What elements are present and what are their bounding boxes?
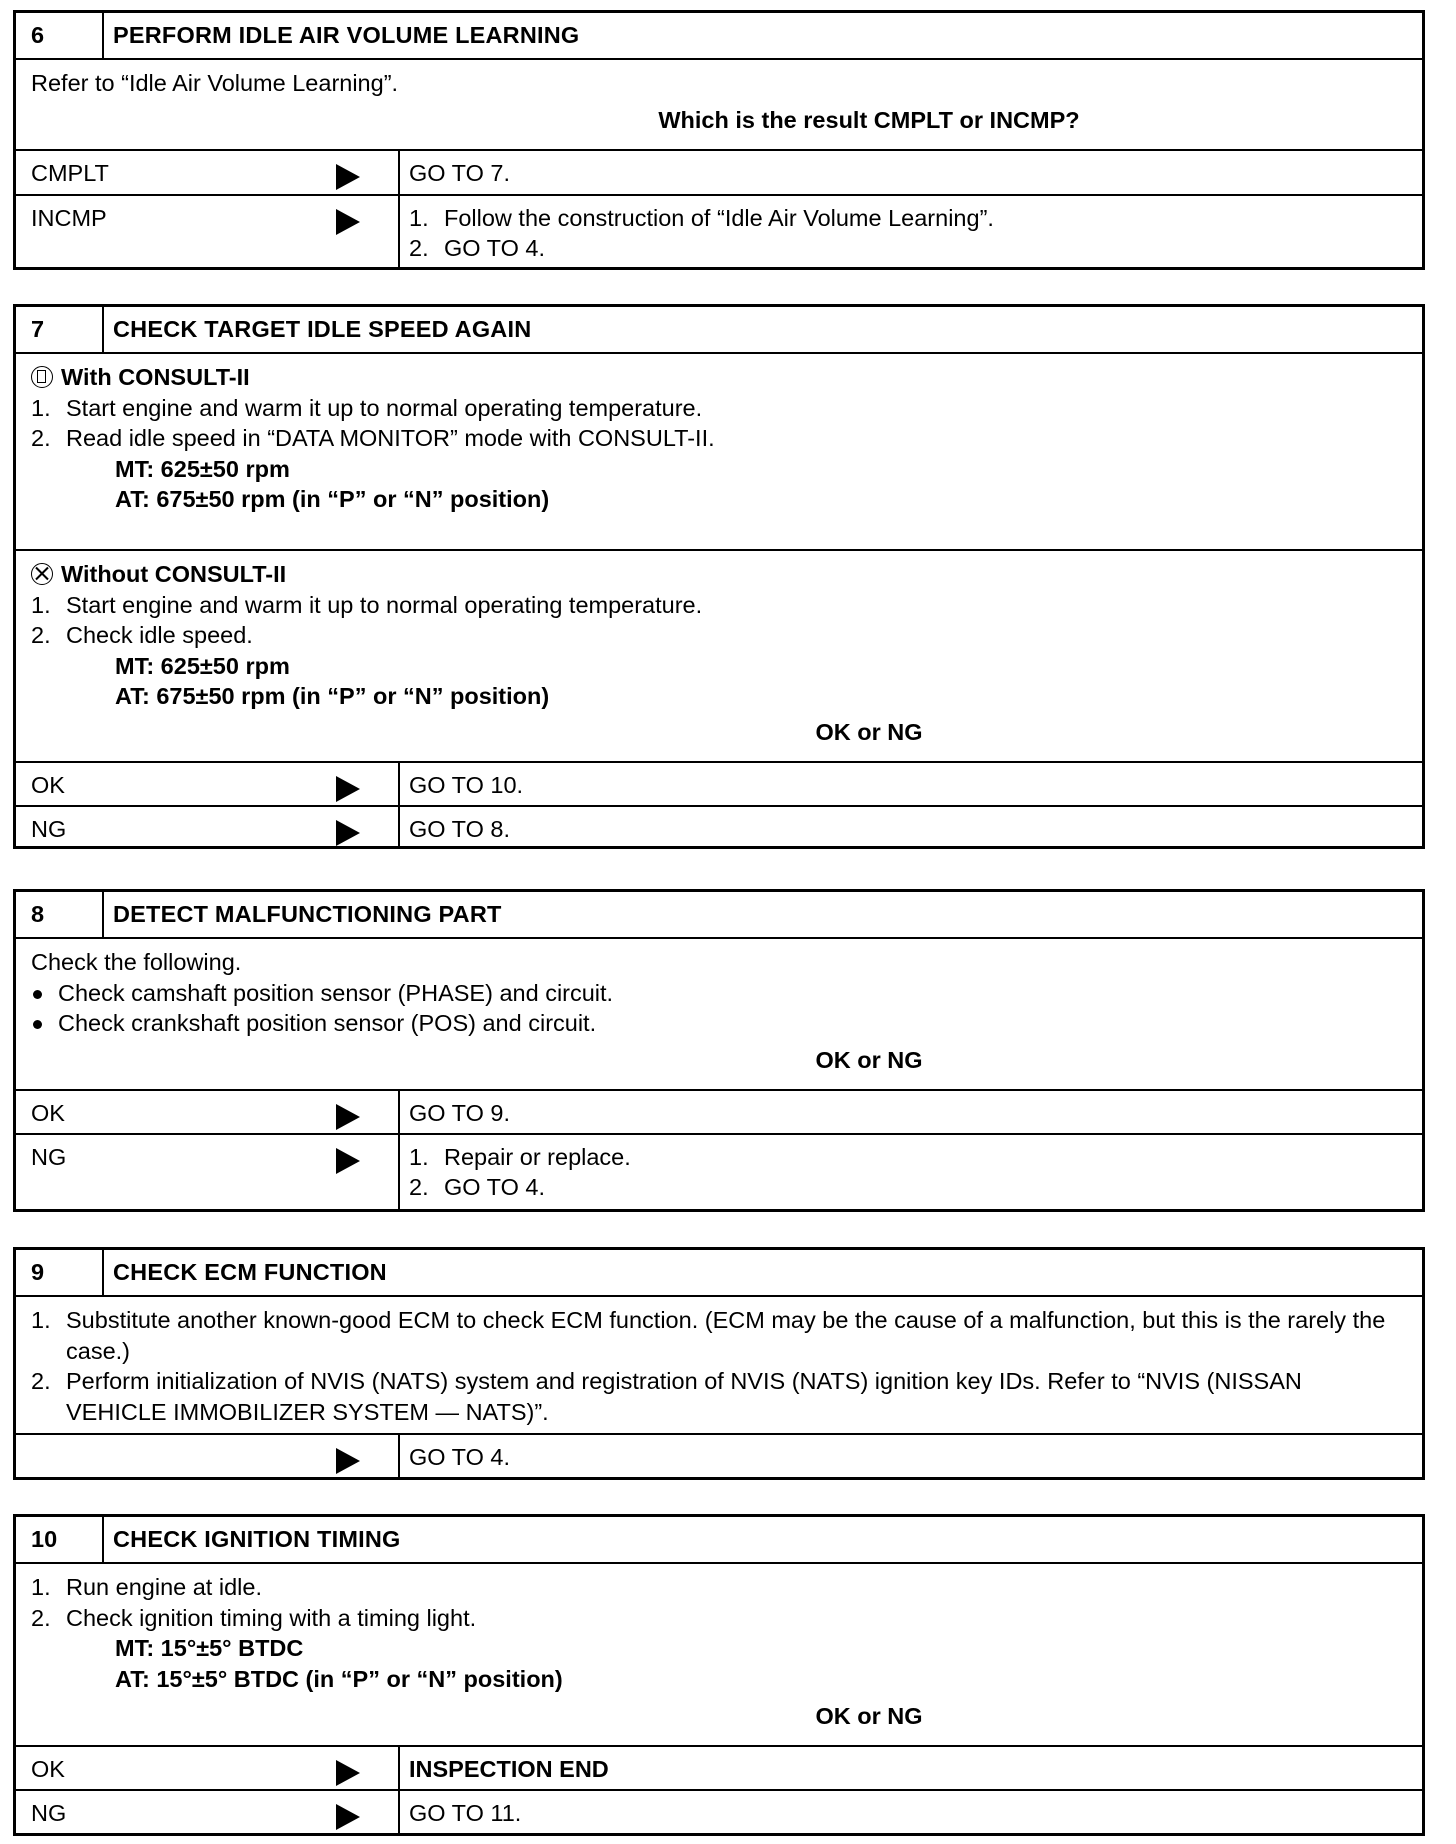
list-number: 1. <box>31 591 51 618</box>
action-line-2 <box>409 1174 1422 1204</box>
right-triangle-arrow-icon <box>336 776 360 802</box>
result-label-text: OK <box>31 1756 65 1782</box>
right-triangle-arrow-icon <box>336 1148 360 1174</box>
step-title: CHECK ECM FUNCTION <box>113 1259 387 1285</box>
list-number: 1. <box>31 1574 51 1600</box>
heading-text: Without CONSULT-II <box>61 561 287 587</box>
result-action <box>400 196 1422 270</box>
step-title: CHECK IGNITION TIMING <box>113 1526 401 1552</box>
step-body <box>16 939 1422 1091</box>
procedure-text: Check ignition timing with a timing light. <box>66 1604 477 1631</box>
result-label <box>16 807 400 849</box>
result-question: OK or NG <box>815 1703 923 1729</box>
step-number: 8 <box>16 892 104 937</box>
result-label <box>16 1747 400 1789</box>
spec-mt: MT: 15°±5° BTDC <box>115 1635 304 1661</box>
without-consult-section <box>16 551 1422 763</box>
result-action[interactable]: GO TO 7. <box>409 160 510 186</box>
list-number: 2. <box>31 1368 51 1394</box>
list-number: 1. <box>409 205 429 231</box>
right-triangle-arrow-icon <box>336 1804 360 1830</box>
result-label <box>16 1091 400 1133</box>
result-label <box>16 763 400 805</box>
list-number: 2. <box>409 235 429 261</box>
step-header <box>16 307 1422 354</box>
step-6 <box>13 10 1425 270</box>
right-triangle-arrow-icon <box>336 820 360 846</box>
result-row-ok <box>16 1747 1422 1791</box>
result-label <box>16 1135 400 1209</box>
action-line-1 <box>409 205 1422 235</box>
action-text: Repair or replace. <box>444 1144 631 1170</box>
without-consult-heading <box>31 559 1422 590</box>
spec-at: AT: 15°±5° BTDC (in “P” or “N” position) <box>115 1665 563 1692</box>
result-action[interactable]: GO TO 4. <box>409 1444 510 1470</box>
procedure-line-1 <box>31 590 1422 621</box>
list-number: 1. <box>409 1144 429 1170</box>
procedure-text: Start engine and warm it up to normal operating temperature. <box>66 591 703 618</box>
procedure-line-1 <box>31 1305 1402 1366</box>
result-action[interactable]: GO TO 10. <box>409 772 524 798</box>
list-number: 1. <box>31 1307 51 1333</box>
body-text: Check the following. <box>31 949 242 975</box>
step-9 <box>13 1247 1425 1480</box>
right-triangle-arrow-icon <box>336 164 360 190</box>
procedure-text: Perform initialization of NVIS (NATS) system and registration of NVIS (NATS) ignition key IDs. Refer to “NVIS (NISSAN VEHICLE IMMOBILIZER SYSTEM — NATS)”. <box>66 1368 1302 1425</box>
with-consult-heading <box>31 362 1422 393</box>
procedure-line-2 <box>31 1366 1402 1427</box>
procedure-text: Start engine and warm it up to normal operating temperature. <box>66 394 703 421</box>
result-row-ng <box>16 1791 1422 1835</box>
list-number: 2. <box>31 425 51 451</box>
bullet-dot-icon <box>31 1008 58 1039</box>
result-label-text: NG <box>31 1800 67 1826</box>
body-text: Refer to “Idle Air Volume Learning”. <box>31 70 399 96</box>
bullet-item-2 <box>31 1008 1422 1039</box>
result-action[interactable]: GO TO 8. <box>409 816 510 842</box>
list-number: 2. <box>31 622 51 648</box>
result-label-text: OK <box>31 1100 65 1126</box>
result-row-ng <box>16 1135 1422 1209</box>
step-title: CHECK TARGET IDLE SPEED AGAIN <box>113 316 532 342</box>
procedure-text: Read idle speed in “DATA MONITOR” mode with CONSULT-II. <box>66 425 715 451</box>
step-title: PERFORM IDLE AIR VOLUME LEARNING <box>113 22 580 48</box>
step-number: 6 <box>16 13 104 58</box>
action-line-2 <box>409 235 1422 265</box>
list-number: 2. <box>409 1174 429 1200</box>
step-number: 7 <box>16 307 104 352</box>
step-body <box>16 1297 1422 1435</box>
result-label <box>16 1435 400 1479</box>
step-number: 10 <box>16 1517 104 1562</box>
result-row-ok <box>16 1091 1422 1135</box>
action-text[interactable]: GO TO 4. <box>444 1174 545 1200</box>
result-label-text: INCMP <box>31 205 107 231</box>
procedure-line-1 <box>31 393 1422 424</box>
bullet-item-1 <box>31 978 1422 1009</box>
spec-at: AT: 675±50 rpm (in “P” or “N” position) <box>115 486 550 512</box>
result-action[interactable]: GO TO 11. <box>409 1800 522 1826</box>
action-line-1 <box>409 1144 1422 1174</box>
step-body <box>16 60 1422 151</box>
step-8 <box>13 889 1425 1212</box>
action-text[interactable]: GO TO 4. <box>444 235 545 261</box>
list-number: 2. <box>31 1604 51 1631</box>
step-body <box>16 1564 1422 1747</box>
result-question: OK or NG <box>815 719 923 745</box>
result-question: Which is the result CMPLT or INCMP? <box>658 107 1080 133</box>
procedure-line-1 <box>31 1572 1422 1603</box>
result-label <box>16 151 400 194</box>
step-7 <box>13 304 1425 849</box>
result-label <box>16 196 400 270</box>
bullet-text: Check camshaft position sensor (PHASE) and circuit. <box>58 979 614 1006</box>
result-row-cmplt <box>16 151 1422 196</box>
step-number: 9 <box>16 1250 104 1295</box>
result-row-incmp <box>16 196 1422 270</box>
spec-at: AT: 675±50 rpm (in “P” or “N” position) <box>115 683 550 709</box>
result-label-text: OK <box>31 772 65 798</box>
step-header <box>16 1517 1422 1564</box>
procedure-text: Substitute another known-good ECM to check ECM function. (ECM may be the cause of a malfunction, but this is the rarely the case.) <box>66 1307 1386 1364</box>
right-triangle-arrow-icon <box>336 209 360 235</box>
result-action[interactable]: GO TO 9. <box>409 1100 510 1126</box>
spec-mt: MT: 625±50 rpm <box>115 652 290 679</box>
bullet-dot-icon <box>31 978 58 1009</box>
procedure-line-2 <box>31 1603 1422 1634</box>
result-action: INSPECTION END <box>409 1756 609 1782</box>
step-header <box>16 892 1422 939</box>
procedure-line-2 <box>31 423 1422 454</box>
right-triangle-arrow-icon <box>336 1760 360 1786</box>
step-10 <box>13 1514 1425 1836</box>
no-consult-tool-icon <box>31 563 53 585</box>
procedure-text: Check idle speed. <box>66 622 253 648</box>
result-row-ng <box>16 807 1422 849</box>
bullet-text: Check crankshaft position sensor (POS) and circuit. <box>58 1010 597 1036</box>
with-consult-section <box>16 354 1422 551</box>
list-number: 1. <box>31 394 51 421</box>
consult-tool-icon <box>31 366 53 388</box>
right-triangle-arrow-icon <box>336 1448 360 1474</box>
step-title: DETECT MALFUNCTIONING PART <box>113 901 502 927</box>
result-action <box>400 1135 1422 1209</box>
step-header <box>16 13 1422 60</box>
procedure-line-2 <box>31 620 1422 651</box>
result-label <box>16 1791 400 1835</box>
result-question: OK or NG <box>815 1047 923 1073</box>
action-text: Follow the construction of “Idle Air Volume Learning”. <box>444 205 994 231</box>
right-triangle-arrow-icon <box>336 1104 360 1130</box>
step-header <box>16 1250 1422 1297</box>
heading-text: With CONSULT-II <box>61 364 250 390</box>
result-label-text: NG <box>31 816 67 842</box>
result-row-ok <box>16 763 1422 807</box>
procedure-text: Run engine at idle. <box>66 1574 262 1600</box>
result-row <box>16 1435 1422 1479</box>
result-label-text: NG <box>31 1144 67 1170</box>
spec-mt: MT: 625±50 rpm <box>115 455 290 482</box>
result-label-text: CMPLT <box>31 160 109 186</box>
